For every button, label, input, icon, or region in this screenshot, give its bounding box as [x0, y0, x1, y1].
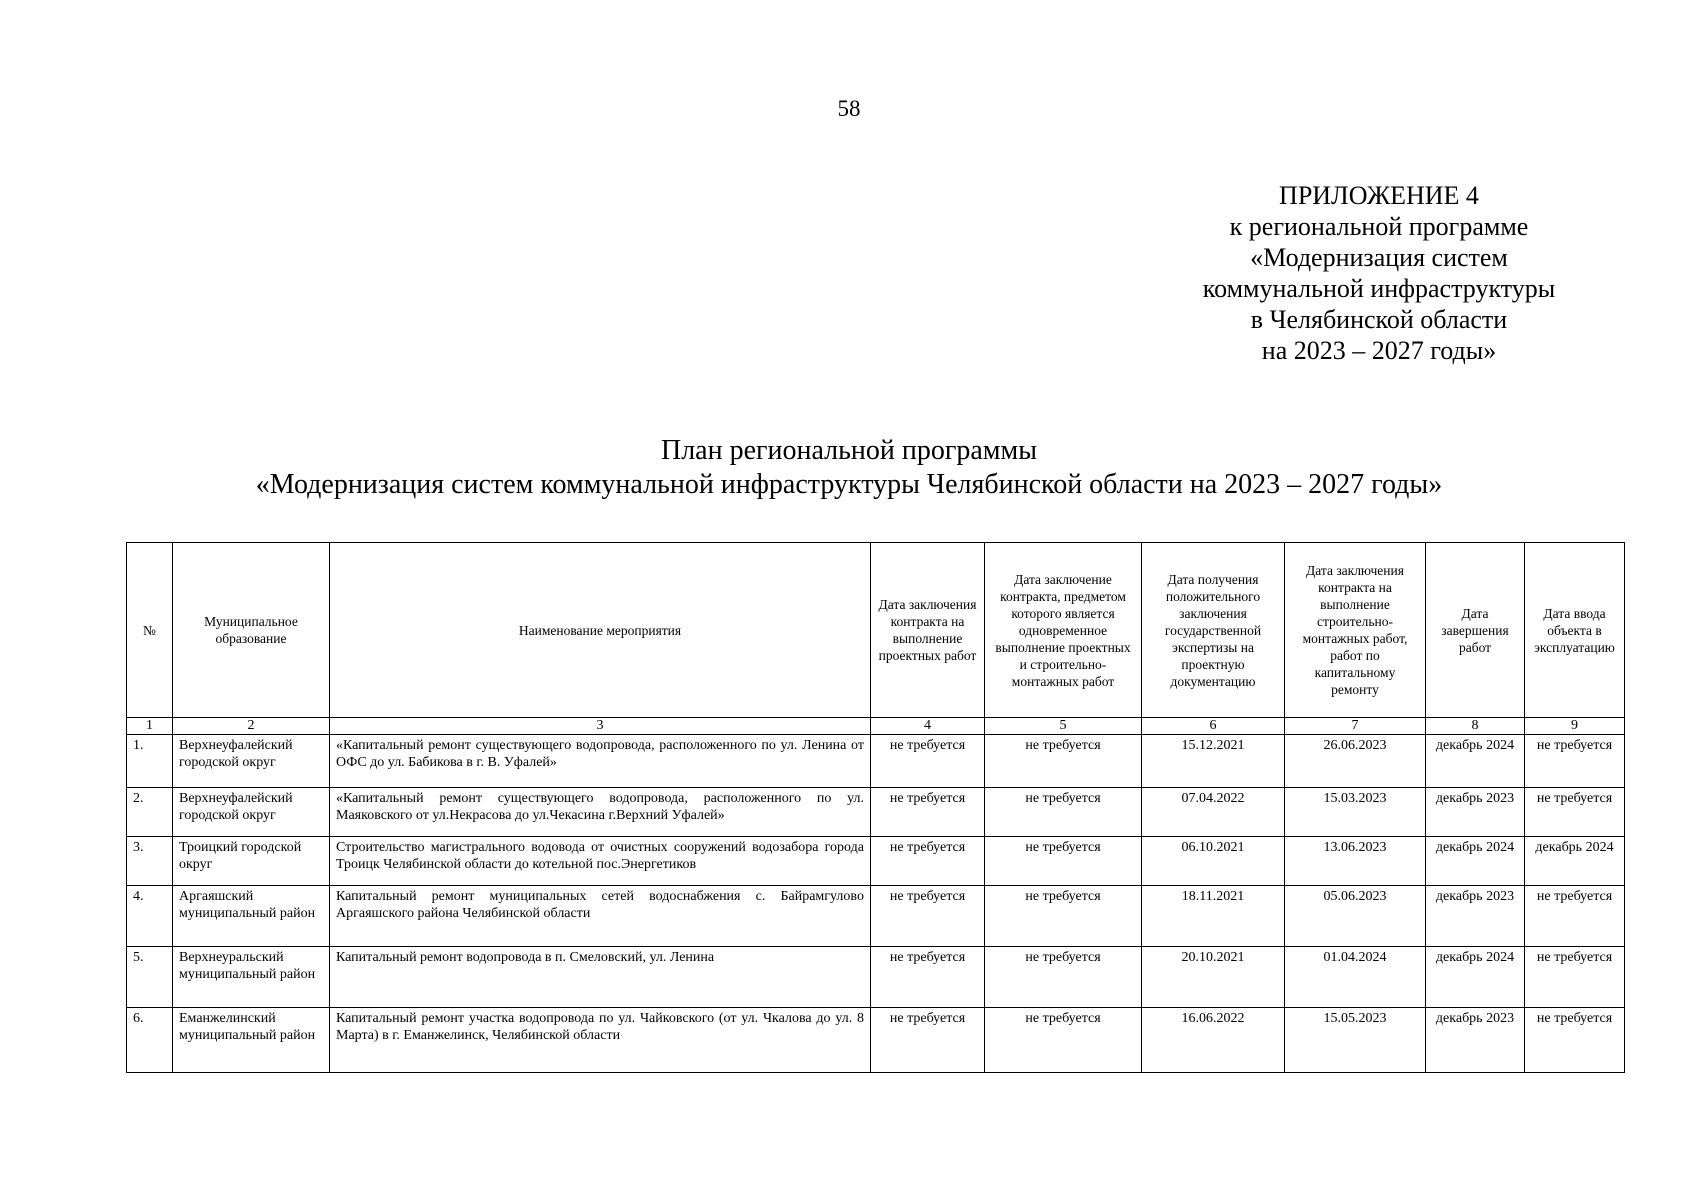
combined-contract-cell: не требуется — [985, 837, 1142, 886]
commissioning-cell: не требуется — [1525, 886, 1625, 947]
appendix-line: на 2023 – 2027 годы» — [1261, 336, 1497, 365]
column-number: 1 — [127, 718, 173, 735]
completion-cell: декабрь 2024 — [1426, 837, 1525, 886]
header-cell: Дата заключения контракта на выполнение строительно-монтажных работ, работ по капитальному ремонту — [1285, 543, 1426, 718]
table-row — [127, 837, 1625, 886]
completion-cell: декабрь 2023 — [1426, 788, 1525, 837]
header-row — [127, 543, 1625, 718]
commissioning-cell: не требуется — [1525, 947, 1625, 1008]
design-contract-cell: не требуется — [871, 788, 985, 837]
header-cell: Дата заключение контракта, предметом которого является одновременное выполнение проектных и строительно-монтажных работ — [985, 543, 1142, 718]
municipality-cell: Аргаяшский муниципальный район — [173, 886, 330, 947]
construction-contract-cell: 05.06.2023 — [1285, 886, 1426, 947]
column-number: 8 — [1426, 718, 1525, 735]
completion-cell: декабрь 2024 — [1426, 947, 1525, 1008]
combined-contract-cell: не требуется — [985, 886, 1142, 947]
combined-contract-cell: не требуется — [985, 788, 1142, 837]
column-number: 6 — [1142, 718, 1285, 735]
appendix-line: «Модернизация систем — [1250, 243, 1508, 272]
page-number: 58 — [837, 96, 861, 121]
activity-cell: Строительство магистрального водовода от очистных сооружений водозабора города Троицк Челябинской области до котельной пос.Энергетиков — [330, 837, 871, 886]
expertise-date-cell: 07.04.2022 — [1142, 788, 1285, 837]
appendix-line: к региональной программе — [1229, 212, 1529, 241]
combined-contract-cell: не требуется — [985, 1008, 1142, 1073]
construction-contract-cell: 13.06.2023 — [1285, 837, 1426, 886]
design-contract-cell: не требуется — [871, 837, 985, 886]
commissioning-cell: не требуется — [1525, 735, 1625, 788]
row-number: 4. — [127, 886, 173, 947]
commissioning-cell: декабрь 2024 — [1525, 837, 1625, 886]
appendix-line: коммунальной инфраструктуры — [1202, 274, 1556, 303]
expertise-date-cell: 06.10.2021 — [1142, 837, 1285, 886]
design-contract-cell: не требуется — [871, 947, 985, 1008]
municipality-cell: Верхнеуфалейский городской округ — [173, 788, 330, 837]
municipality-cell: Еманжелинский муниципальный район — [173, 1008, 330, 1073]
header-cell: Дата ввода объекта в эксплуатацию — [1525, 543, 1625, 718]
row-number: 5. — [127, 947, 173, 1008]
design-contract-cell: не требуется — [871, 886, 985, 947]
header-cell: Дата получения положительного заключения государственной экспертизы на проектную документацию — [1142, 543, 1285, 718]
construction-contract-cell: 15.03.2023 — [1285, 788, 1426, 837]
completion-cell: декабрь 2024 — [1426, 735, 1525, 788]
table-row — [127, 947, 1625, 1008]
header-cell: Дата заключения контракта на выполнение проектных работ — [871, 543, 985, 718]
plan-title-line-1: План региональной программы — [660, 435, 1038, 466]
activity-cell: Капитальный ремонт муниципальных сетей водоснабжения с. Байрамгуловo Аргаяшского района Челябинской области — [330, 886, 871, 947]
design-contract-cell: не требуется — [871, 735, 985, 788]
commissioning-cell: не требуется — [1525, 1008, 1625, 1073]
commissioning-cell: не требуется — [1525, 788, 1625, 837]
design-contract-cell: не требуется — [871, 1008, 985, 1073]
construction-contract-cell: 26.06.2023 — [1285, 735, 1426, 788]
construction-contract-cell: 01.04.2024 — [1285, 947, 1426, 1008]
header-cell: Дата завершения работ — [1426, 543, 1525, 718]
row-number: 3. — [127, 837, 173, 886]
expertise-date-cell: 16.06.2022 — [1142, 1008, 1285, 1073]
row-number: 1. — [127, 735, 173, 788]
column-number: 9 — [1525, 718, 1625, 735]
header-cell: № — [127, 543, 173, 718]
combined-contract-cell: не требуется — [985, 735, 1142, 788]
column-number: 4 — [871, 718, 985, 735]
combined-contract-cell: не требуется — [985, 947, 1142, 1008]
row-number: 2. — [127, 788, 173, 837]
column-number: 2 — [173, 718, 330, 735]
construction-contract-cell: 15.05.2023 — [1285, 1008, 1426, 1073]
plan-title — [0, 434, 1698, 502]
completion-cell: декабрь 2023 — [1426, 1008, 1525, 1073]
column-number: 3 — [330, 718, 871, 735]
table-row — [127, 735, 1625, 788]
activity-cell: Капитальный ремонт водопровода в п. Смеловский, ул. Ленина — [330, 947, 871, 1008]
column-number: 5 — [985, 718, 1142, 735]
appendix-line: в Челябинской области — [1250, 305, 1508, 334]
plan-table — [126, 542, 1625, 1073]
municipality-cell: Троицкий городской округ — [173, 837, 330, 886]
completion-cell: декабрь 2023 — [1426, 886, 1525, 947]
column-number-row — [127, 718, 1625, 735]
table-row — [127, 1008, 1625, 1073]
table-row — [127, 788, 1625, 837]
expertise-date-cell: 15.12.2021 — [1142, 735, 1285, 788]
header-cell: Муниципальное образование — [173, 543, 330, 718]
plan-title-line-2: «Модернизация систем коммунальной инфраструктуры Челябинской области на 2023 – 2027 годы» — [255, 469, 1443, 500]
expertise-date-cell: 18.11.2021 — [1142, 886, 1285, 947]
municipality-cell: Верхнеуфалейский городской округ — [173, 735, 330, 788]
expertise-date-cell: 20.10.2021 — [1142, 947, 1285, 1008]
appendix-line: ПРИЛОЖЕНИЕ 4 — [1279, 181, 1479, 210]
activity-cell: «Капитальный ремонт существующего водопровода, расположенного по ул. Ленина от ОФС до ул. Бабикова в г. В. Уфалей» — [330, 735, 871, 788]
column-number: 7 — [1285, 718, 1426, 735]
table-row — [127, 886, 1625, 947]
header-cell: Наименование мероприятия — [330, 543, 871, 718]
activity-cell: «Капитальный ремонт существующего водопровода, расположенного по ул. Маяковского от ул.Некрасова до ул.Чекасина г.Верхний Уфалей» — [330, 788, 871, 837]
activity-cell: Капитальный ремонт участка водопровода по ул. Чайковского (от ул. Чкалова до ул. 8 Марта) в г. Еманжелинск, Челябинской области — [330, 1008, 871, 1073]
municipality-cell: Верхнеуральский муниципальный район — [173, 947, 330, 1008]
row-number: 6. — [127, 1008, 173, 1073]
appendix-block — [1158, 180, 1600, 366]
